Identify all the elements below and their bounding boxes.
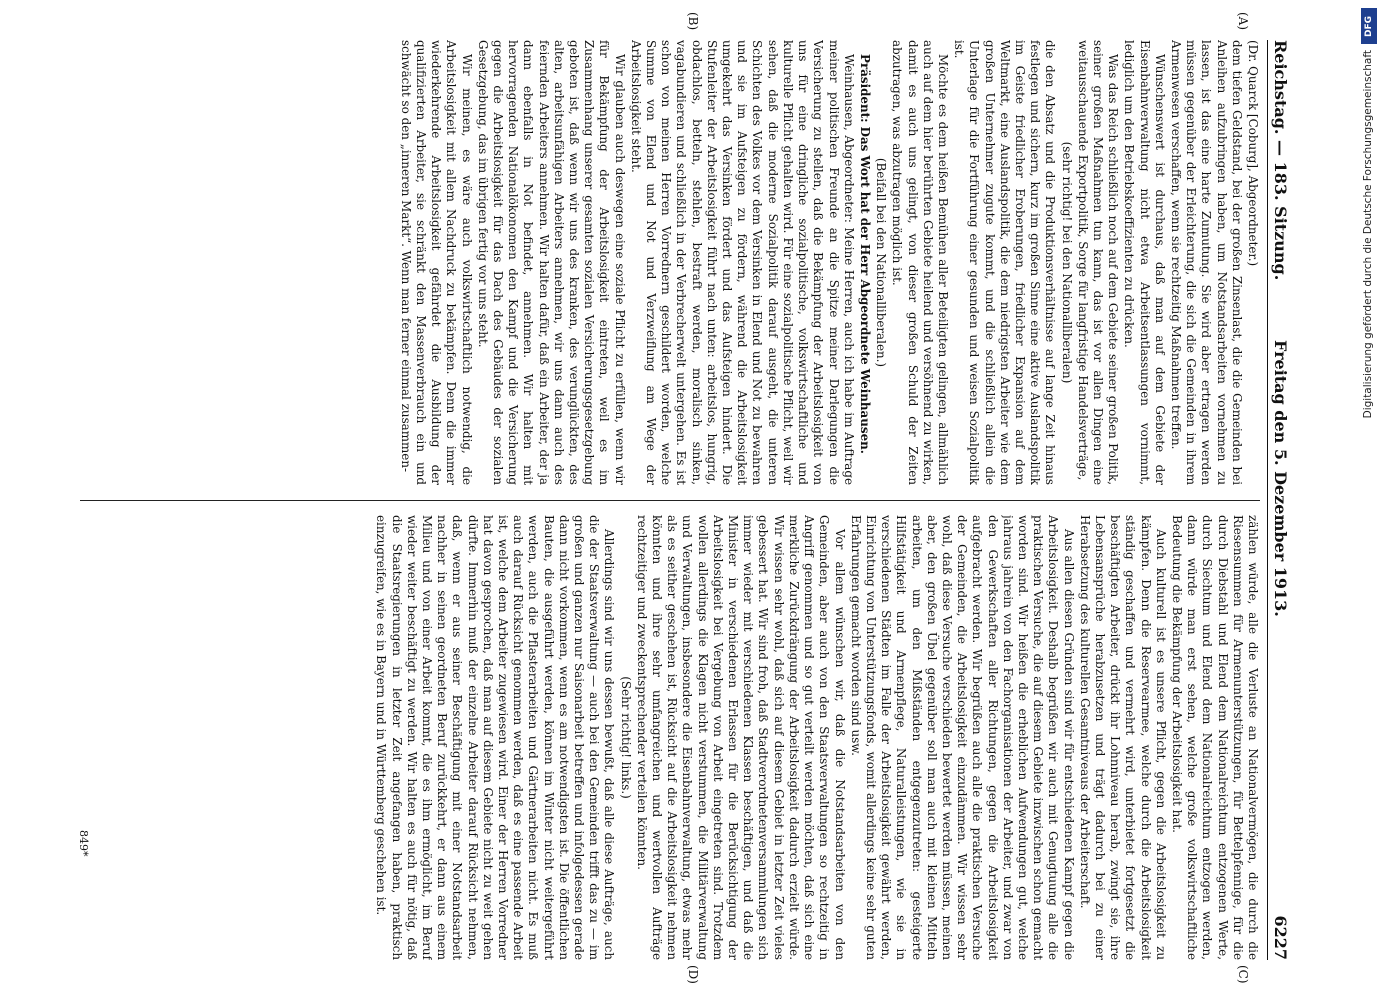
margin-marker-c: (C)	[1236, 965, 1250, 984]
paragraph: Aus allen diesen Gründen sind wir für entschiedenen Kampf gegen die Arbeitslosigkeit. Deshalb begrüßen wir auch mit Genugtuung alle die praktischen Versuche, die auf diesem Gebiete inzwischen schon gemacht worden sind. Wir heißen die erheblichen Aufwendungen gut, welche jahraus jahrein von den Fachorganisationen der Arbeiter, und zwar von den Gewerkschaften aller Richtungen, gegen die Arbeitslosigkeit aufgebracht werden. Wir begrüßen auch alle die praktischen Versuche der Gemeinden, die Arbeitslosigkeit einzudämmen. Wir wissen sehr wohl, daß diese Versuche verschieden bewertet werden müssen, meinen aber, den großen Übel gegenüber soll man auch mit kleinen Mitteln arbeiten, um den Mißständen entgegenzutreten: gesteigerte Hilfstätigkeit und Armenpflege, Naturalleistungen, wie sie in verschiedenen Städten im Falle der Arbeitslosigkeit gewährt werden, Einrichtung von Unterstützungsfonds, womit allerdings keine sehr guten Erfahrungen gemacht worden sind usw.	[848, 515, 1076, 960]
speech-paragraph: Weinhausen, Abgeordneter: Meine Herren, auch ich habe im Auftrage meiner politischen Freunde an die Spitze meiner Darlegungen die Versicherung zu stellen, daß die Bekämpfung der Arbeitslosigkeit von uns für eine dringliche sozialpolitische, volkswirtschaftliche und kulturelle Pflicht gehalten wird. Für eine sozialpolitische Pflicht, weil wir sehen, daß die moderne Sozialpolitik darauf ausgeht, die unteren Schichten des Volkes vor dem Versinken in Elend und Not zu bewahren und sie im Aufsteigen zu fördern, während die Arbeitslosigkeit umgekehrt das Versinken fördert und das Aufsteigen hindert. Die Stufenleiter der Arbeitslosigkeit führt nach unten: arbeitslos, hungrig, obdachlos, betteln, stehlen, bestraft werden, moralisch sinken, vagabundieren und schließlich in der Verbrecherwelt untergehen. Es ist schon von meinen Herren Vorrednern geschildert worden, welche Summe von Elend und Not und Verzweiflung am Wege der Arbeitslosigkeit steht.	[628, 40, 856, 485]
interjection: (Beifall bei den Nationalliberalen.)	[874, 157, 889, 368]
column-divider	[80, 500, 1260, 501]
margin-marker-a: (A)	[1236, 12, 1250, 31]
digitization-credit	[1359, 8, 1379, 993]
paragraph: Was das Reich schließlich noch auf dem Gebiete seiner großen Politik, seiner großen Maßnahmen tun kann, das ist vor allen Dingen eine weitausschauende Exportpolitik, Sorge für langfristige Handelsverträge,	[1075, 40, 1121, 485]
paragraph: Vor allem wünschen wir, daß die Notstandsarbeiten von den Gemeinden, aber auch von den Staatsverwaltungen so rechtzeitig in Angriff genommen und so gut verteilt werden möchten, daß sich eine merkliche Zurückdrängung der Arbeitslosigkeit dadurch erzielt würde. Wir wissen sehr wohl, daß sich auf diesem Gebiet in letzter Zeit vieles gebessert hat. Wir sind froh, daß Stadtverordnetenversammlungen sich immer wieder mit verschiedenen Klassen beschäftigen, und daß die Minister in verschiedenen Erlassen für die Berücksichtigung der Arbeitslosigkeit bei Vergebung von Arbeit eingetreten sind. Trotzdem wollen allerdings die Klagen nicht verstummen, die Militärverwaltung und Verwaltungen, insbesondere die Eisenbahnverwaltung, etwas mehr als es seither geschehen ist, Rücksicht auf die Arbeitslosigkeit nehmen könnten und ihre sehr umfangreichen und wertvollen Aufträge rechtzeitiger und zweckentsprechender verteilen könnten.	[634, 515, 847, 960]
paragraph: Wir meinen, es wäre auch volkswirtschaftlich notwendig, die Arbeitslosigkeit mit allem Nachdruck zu bekämpfen. Denn die immer wiederkehrende Arbeitslosigkeit gefährdet die Ausbildung der qualifizierten Arbeiter, sie schränkt den Massenverbrauch ein und schwächt so den „inneren Markt“. Wenn man ferner einmal zusammen-	[398, 40, 474, 485]
paragraph: zählen würde, alle die Verluste an Nationalvermögen, die durch die Riesensummen für Armenunterstützungen, für Bettelpfennige, für die durch Diebstahl und Elend dem Nationalreichtum entzogenen Werte, durch Siechtum und Elend dem Nationalreichtum entzogen werden, dann würde man erst sehen, welche große volkswirtschaftliche Bedeutung die Bekämpfung der Arbeitslosigkeit hat.	[1169, 515, 1260, 960]
credit-text: Digitalisierung gefördert durch die Deutsche Forschungsgemeinschaft	[1362, 50, 1374, 419]
margin-marker-b: (B)	[686, 12, 700, 31]
interjection: (Sehr richtig! links.)	[618, 676, 633, 799]
paragraph: dem tiefen Geldstand, bei der großen Zinsenlast, die die Gemeinden bei Anleihen aufzubringen haben, um Notstandsarbeiten vornehmen zu lassen, ist das eine harte Zumutung. Sie wird aber ertragen werden müssen gegenüber der Erleichterung, die sich die Gemeinden in ihrem Armenwesen verschaffen, wenn sie rechtzeitig Maßnahmen treffen.	[1168, 40, 1244, 485]
paragraph: Allerdings sind wir uns dessen bewußt, daß alle diese Aufträge, auch die der Staatsverwaltung — auch bei den Gemeinden trifft das zu — im großen und ganzen nur Saisonarbeit betreffen und infolgedessen gerade dann nicht vorkommen, wenn es am notwendigsten ist. Die öffentlichen Bauten, die ausgeführt werden, können im Winter nicht weitergeführt werden, auch die Pflasterarbeiten und Gärtnerarbeiten nicht. Es muß auch darauf Rücksicht genommen werden, daß es eine passende Arbeit ist, welche dem Arbeiter zugewiesen wird. Einer der Herren Vorredner hat davon gesprochen, daß man auf diesem Gebiete nicht zu weit gehen dürfte. Immerhin muß der einzelne Arbeiter darauf Rücksicht nehmen, daß, wenn er aus seiner Beschäftigung mit einer Notstandsarbeit nachher in seinen geordneten Beruf zurückkehrt, er dann aus einem Milieu und von einer Arbeit kommt, die es ihm ermöglicht, im Beruf wieder weiter beschäftigt zu werden. Wir halten es auch für nötig, daß die Staatsregierungen in letzter Zeit angefangen haben, praktisch einzugreifen, wie es in Bayern und in Württemberg geschehen ist.	[374, 515, 617, 960]
header-rule	[1267, 40, 1268, 960]
running-header-date: Freitag den 5. Dezember 1913.	[1271, 340, 1290, 617]
paragraph: Auch kulturell ist es unsere Pflicht, gegen die Arbeitslosigkeit zu kämpfen. Denn die Reservearmee, welche durch die Arbeitslosigkeit ständig geschaffen und vermehrt wird, unterbietet fortgesetzt die beschäftigten Arbeiter, drückt ihr Lohnniveau herab, zwingt sie, ihre Lebensansprüche herabzusetzen und trägt dadurch bei zu einer Herabsetzung des kulturellen Gesamtniveaus der Arbeiterschaft.	[1077, 515, 1168, 960]
dfg-logo: DFG	[1361, 8, 1377, 44]
speaker-reference: (Dr. Quarck [Coburg], Abgeordneter.)	[1246, 40, 1260, 267]
running-header-left: Reichstag. — 183. Sitzung.	[1271, 40, 1290, 281]
interjection: (sehr richtig! bei den Nationalliberalen)	[1059, 141, 1074, 384]
right-column	[70, 515, 1260, 960]
signature-mark: 849*	[77, 830, 90, 857]
page-number: 6227	[1271, 915, 1290, 960]
paragraph: Wir glauben auch deswegen eine soziale Pflicht zu erfüllen, wenn wir für Bekämpfung der Arbeitslosigkeit eintreten, weil es im Zusammenhang unserer gesamten sozialen Versicherungsgesetzgebung geboten ist, daß wenn wir uns des kranken, des verunglückten, des alten, arbeitsunfähigen Arbeiters annehmen, wir uns dann auch des feiernden Arbeiters annehmen. Wir halten dafür, daß ein Arbeiter, der ja dann ebenfalls in Not befindet, annehmen. Wir halten mit hervorragenden Nationalökonomen den Kampf und die Versicherung gegen die Arbeitslosigkeit für das Dach des Gebäudes der sozialen Gesetzgebung, das im übrigen fertig vor uns steht.	[475, 40, 627, 485]
margin-marker-d: (D)	[686, 965, 700, 984]
paragraph: die den Absatz und die Produktionsverhältnisse auf lange Zeit hinaus festlegen und sichern, kurz im großen Sinne eine aktive Auslandspolitik im Geiste friedlicher Eroberungen, friedlicher Expansion auf dem Weltmarkt, eine Auslandspolitik, die dem niedrigsten Arbeiter wie dem großen Unternehmer zugute kommt, und die schließlich allein die Unterlage für die Fortführung einer gesunden und weisen Sozialpolitik ist.	[952, 40, 1058, 485]
president-statement: Präsident: Das Wort hat der Herr Abgeordnete Weinhausen.	[857, 54, 872, 454]
left-column	[70, 40, 1260, 485]
page-content	[60, 12, 1290, 984]
paragraph: Möchte es dem heißen Bemühen aller Beteiligten gelingen, allmählich auch auf dem hier berührten Gebiete heilend und versöhnend zu wirken, damit es auch uns gelingt, von dieser großen Schuld der Zeiten abzutragen, was abzutragen möglich ist.	[890, 40, 950, 485]
paragraph: Wünschenswert ist durchaus, daß man auf dem Gebiete der Eisenbahnverwaltung nicht etwa Arbeitsentlassungen vornimmt, lediglich um den Betriebskoeffizienten zu drücken.	[1122, 40, 1167, 485]
